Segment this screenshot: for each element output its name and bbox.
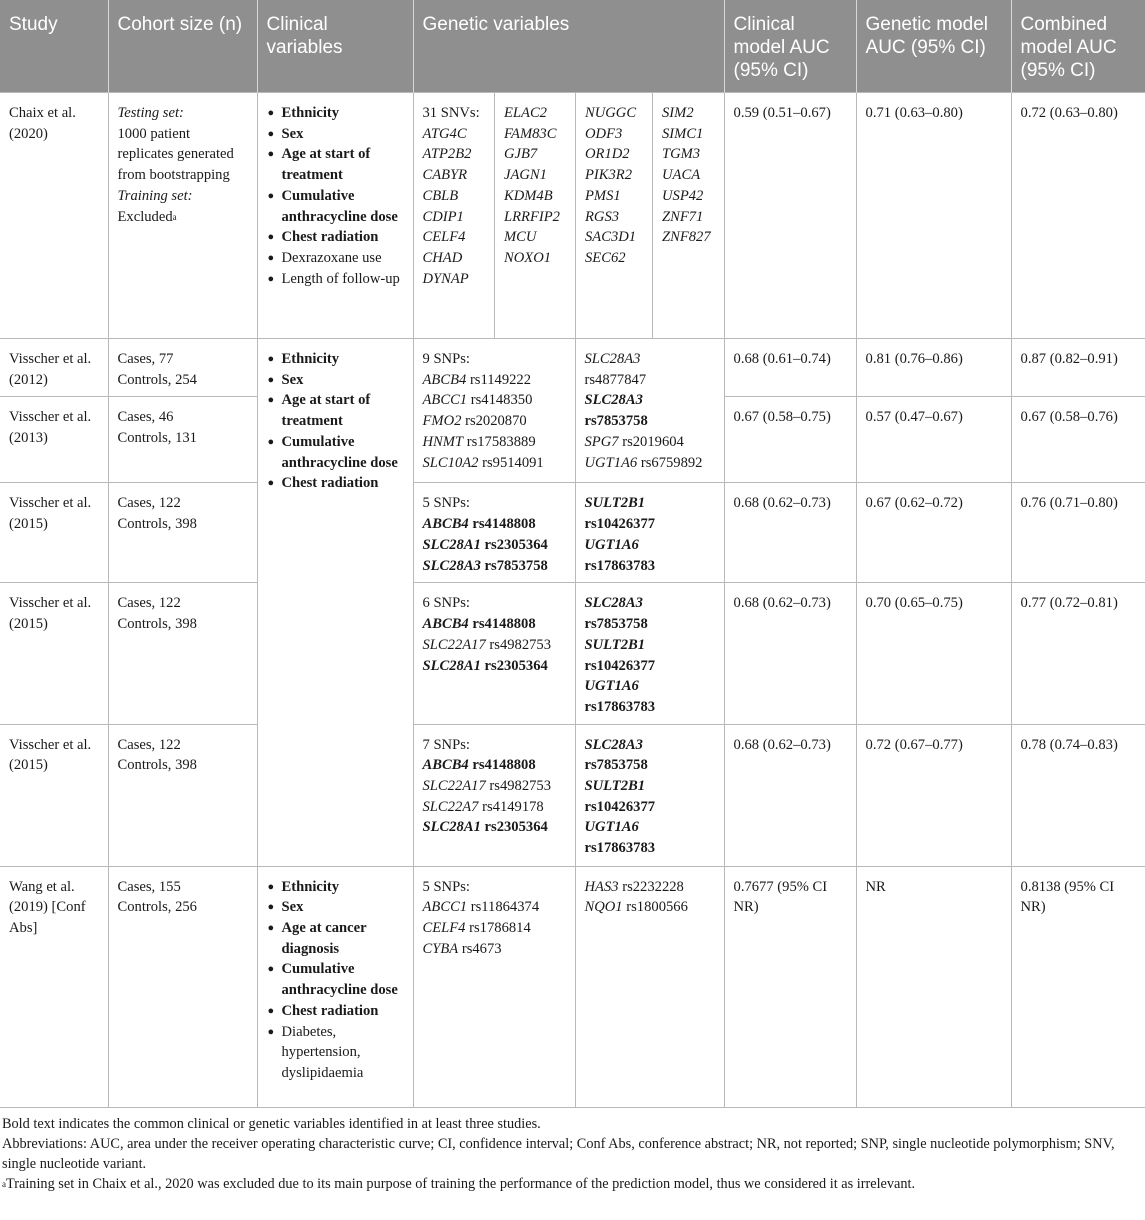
- rsid: rs4982753: [489, 778, 552, 795]
- combined-auc: 0.76 (0.71–0.80): [1011, 483, 1145, 583]
- gene: PIK3R2: [585, 167, 633, 184]
- genetic-right: [575, 866, 724, 1107]
- gene: SLC28A3: [584, 392, 643, 409]
- clinical-auc: 0.59 (0.51–0.67): [724, 93, 856, 339]
- gene: FAM83C: [504, 125, 557, 142]
- table-footnotes: [0, 1108, 1145, 1194]
- rsid: rs17863783: [584, 840, 656, 857]
- gene: SAC3D1: [585, 229, 637, 246]
- footnote-training: [2, 1174, 1143, 1194]
- gene: ODF3: [585, 125, 623, 142]
- gene: LRRFIP2: [504, 208, 560, 225]
- gene: HAS3: [584, 878, 619, 895]
- cohort-cell: [108, 866, 257, 1107]
- rsid: rs17863783: [584, 557, 656, 574]
- header-combined-auc: Combined model AUC (95% CI): [1011, 0, 1145, 93]
- combined-auc: 0.67 (0.58–0.76): [1011, 397, 1145, 483]
- study-cell: Visscher et al. (2015): [0, 724, 108, 866]
- genetic-auc: 0.72 (0.67–0.77): [856, 724, 1011, 866]
- rsid: rs4148350: [470, 392, 533, 409]
- gene: GJB7: [504, 146, 538, 163]
- rsid: rs4148808: [472, 516, 536, 533]
- rsid: rs2305364: [484, 657, 548, 674]
- rsid: rs17863783: [584, 698, 656, 715]
- rsid: rs7853758: [484, 557, 548, 574]
- controls: Controls, 398: [117, 757, 197, 774]
- cases: Cases, 122: [117, 736, 181, 753]
- testing-text: 1000 patient replicates generated from bootstrapping: [117, 125, 234, 184]
- snp-intro: 5 SNPs:: [422, 495, 470, 512]
- genetic-right: [575, 483, 724, 583]
- genetic-cell: [413, 93, 724, 339]
- rsid: rs7853758: [584, 413, 648, 430]
- rsid: rs4148808: [472, 757, 536, 774]
- gene: ZNF827: [662, 229, 711, 246]
- gene: SIMC1: [662, 125, 704, 142]
- clinical-auc: 0.67 (0.58–0.75): [724, 397, 856, 483]
- genetic-auc: 0.70 (0.65–0.75): [856, 583, 1011, 724]
- study-cell: Visscher et al. (2012): [0, 339, 108, 397]
- list-item: ● Sex: [267, 370, 404, 391]
- gene: CELF4: [422, 229, 466, 246]
- controls: Controls, 254: [117, 371, 197, 388]
- gene: SEC62: [585, 249, 626, 266]
- gene: SPG7: [584, 433, 619, 450]
- genetic-auc: 0.57 (0.47–0.67): [856, 397, 1011, 483]
- gene: CDIP1: [422, 208, 464, 225]
- gene-col-2: [495, 93, 576, 338]
- controls: Controls, 131: [117, 430, 197, 447]
- gene: OR1D2: [585, 146, 630, 163]
- gene: SLC28A1: [422, 536, 481, 553]
- gene: SLC22A17: [422, 636, 486, 653]
- rsid: rs2305364: [484, 819, 548, 836]
- clinical-auc: 0.68 (0.62–0.73): [724, 583, 856, 724]
- rsid: rs1149222: [469, 371, 532, 388]
- snp-intro: 9 SNPs:: [422, 351, 470, 367]
- cases: Cases, 155: [117, 878, 181, 895]
- clinical-cell: [257, 866, 413, 1107]
- rsid: rs1800566: [626, 899, 688, 916]
- rsid: rs4148808: [472, 616, 536, 633]
- gene: UGT1A6: [584, 678, 639, 695]
- gene: MCU: [504, 229, 537, 246]
- genetic-auc: 0.81 (0.76–0.86): [856, 339, 1011, 397]
- list-item: ● Age at start of treatment: [267, 144, 404, 185]
- genetic-left: [413, 583, 575, 724]
- gene: SLC28A3: [584, 351, 641, 367]
- study-cell: Visscher et al. (2015): [0, 583, 108, 724]
- rsid: rs2232228: [622, 878, 684, 895]
- list-item: ● Cumulative anthracycline dose: [267, 186, 404, 227]
- gene: SLC22A7: [422, 798, 479, 815]
- header-cohort: Cohort size (n): [108, 0, 257, 93]
- list-item: ● Dexrazoxane use: [267, 248, 404, 269]
- gene: USP42: [662, 187, 704, 204]
- gene: ABCC1: [422, 392, 468, 409]
- genetic-left: [413, 483, 575, 583]
- rsid: rs11864374: [470, 899, 540, 916]
- gene: ATP2B2: [422, 146, 472, 163]
- list-item: ● Sex: [267, 124, 404, 145]
- gene: NUGGC: [585, 105, 637, 121]
- rsid: rs2020870: [465, 413, 527, 430]
- gene: HNMT: [422, 433, 464, 450]
- gene: CABYR: [422, 167, 468, 184]
- gene: SLC28A3: [584, 736, 643, 753]
- header-clinical-auc: Clinical model AUC (95% CI): [724, 0, 856, 93]
- training-text: Excluded: [117, 208, 173, 225]
- list-item: ● Age at start of treatment: [267, 390, 404, 431]
- gene: CYBA: [422, 940, 459, 957]
- table-row: [0, 866, 1145, 1107]
- cases: Cases, 122: [117, 595, 181, 612]
- rsid: rs10426377: [584, 798, 656, 815]
- gene: NQO1: [584, 899, 623, 916]
- snp-intro: 7 SNPs:: [422, 736, 470, 753]
- rsid: rs10426377: [584, 516, 656, 533]
- genetic-left: [413, 866, 575, 1107]
- gene: JAGN1: [504, 167, 547, 184]
- list-item: ● Ethnicity: [267, 349, 404, 370]
- list-item: ● Cumulative anthracycline dose: [267, 959, 404, 1000]
- rsid: rs17583889: [466, 433, 536, 450]
- table-row: [0, 483, 1145, 583]
- controls: Controls, 398: [117, 616, 197, 633]
- gene: CBLB: [422, 187, 459, 204]
- rsid: rs4877847: [584, 371, 647, 388]
- clinical-auc: 0.68 (0.62–0.73): [724, 483, 856, 583]
- cohort-cell: [108, 93, 257, 339]
- gene: SIM2: [662, 105, 694, 121]
- rsid: rs7853758: [584, 757, 648, 774]
- gene: SLC10A2: [422, 454, 479, 471]
- genetic-right: [575, 339, 724, 483]
- genetic-left: [413, 724, 575, 866]
- gene: PMS1: [585, 187, 621, 204]
- study-cell: Visscher et al. (2013): [0, 397, 108, 483]
- clinical-cell: [257, 93, 413, 339]
- gene: SULT2B1: [584, 778, 646, 795]
- list-item: ● Ethnicity: [267, 103, 404, 124]
- gene-col-4: [653, 93, 725, 338]
- controls: Controls, 398: [117, 516, 197, 533]
- genetic-auc: NR: [856, 866, 1011, 1107]
- testing-label: Testing set:: [117, 105, 184, 121]
- gene: ABCB4: [422, 516, 469, 533]
- rsid: rs4149178: [482, 798, 544, 815]
- gene: ABCC1: [422, 899, 468, 916]
- list-item: ● Chest radiation: [267, 227, 404, 248]
- table-row: [0, 339, 1145, 397]
- cohort-cell: [108, 483, 257, 583]
- gene: UACA: [662, 167, 701, 184]
- rsid: rs6759892: [640, 454, 703, 471]
- header-genetic-auc: Genetic model AUC (95% CI): [856, 0, 1011, 93]
- list-item: ● Age at cancer diagnosis: [267, 918, 404, 959]
- gene: SULT2B1: [584, 495, 646, 512]
- gene: CELF4: [422, 920, 466, 937]
- table-row: [0, 583, 1145, 724]
- gene: SLC28A1: [422, 657, 481, 674]
- study-cell: Visscher et al. (2015): [0, 483, 108, 583]
- study-cell: Chaix et al. (2020): [0, 93, 108, 339]
- gene: RGS3: [585, 208, 620, 225]
- rsid: rs4982753: [489, 636, 552, 653]
- list-item: ● Sex: [267, 897, 404, 918]
- gene: ABCB4: [422, 371, 467, 388]
- training-sup: a: [172, 211, 177, 222]
- list-item: ● Ethnicity: [267, 877, 404, 898]
- footnote-sup: a: [2, 1178, 6, 1189]
- gene: UGT1A6: [584, 536, 639, 553]
- snv-intro: 31 SNVs:: [422, 105, 480, 121]
- rsid: rs9514091: [482, 454, 544, 471]
- rsid: rs7853758: [584, 616, 648, 633]
- table-row: [0, 724, 1145, 866]
- gene: FMO2: [422, 413, 462, 430]
- controls: Controls, 256: [117, 899, 197, 916]
- combined-auc: 0.8138 (95% CI NR): [1011, 866, 1145, 1107]
- header-row: [0, 0, 1145, 93]
- clinical-auc: 0.68 (0.62–0.73): [724, 724, 856, 866]
- header-study: Study: [0, 0, 108, 93]
- gene: DYNAP: [422, 270, 469, 287]
- gene: ABCB4: [422, 616, 469, 633]
- snp-intro: 5 SNPs:: [422, 878, 470, 895]
- list-item: ● Length of follow-up: [267, 269, 404, 290]
- cohort-cell: [108, 339, 257, 397]
- cohort-cell: [108, 724, 257, 866]
- genetic-left: [413, 339, 575, 483]
- clinical-auc: 0.7677 (95% CI NR): [724, 866, 856, 1107]
- gene-col-3: [576, 93, 653, 338]
- genetic-auc: 0.71 (0.63–0.80): [856, 93, 1011, 339]
- gene: SLC22A17: [422, 778, 486, 795]
- gene: ATG4C: [422, 125, 467, 142]
- gene: KDM4B: [504, 187, 553, 204]
- cohort-cell: [108, 583, 257, 724]
- combined-auc: 0.87 (0.82–0.91): [1011, 339, 1145, 397]
- gene: ZNF71: [662, 208, 704, 225]
- cases: Cases, 122: [117, 495, 181, 512]
- footnote-abbreviations: Abbreviations: AUC, area under the receiver operating characteristic curve; CI, confidence interval; Conf Abs, conference abstract; NR, not reported; SNP, single nucleotide polymorphism; SNV, single nucleotide variant.: [2, 1135, 1115, 1172]
- gene: UGT1A6: [584, 454, 638, 471]
- rsid: rs4673: [461, 940, 502, 957]
- rsid: rs2019604: [622, 433, 684, 450]
- genetic-right: [575, 724, 724, 866]
- cases: Cases, 46: [117, 409, 174, 426]
- study-cell: Wang et al. (2019) [Conf Abs]: [0, 866, 108, 1107]
- gene: ELAC2: [504, 105, 547, 121]
- gene: SLC28A3: [584, 595, 643, 612]
- gene: SLC28A3: [422, 557, 481, 574]
- gene: TGM3: [662, 146, 701, 163]
- cohort-cell: [108, 397, 257, 483]
- genetic-auc: 0.67 (0.62–0.72): [856, 483, 1011, 583]
- table-row: [0, 93, 1145, 339]
- training-label: Training set:: [117, 187, 193, 204]
- snp-intro: 6 SNPs:: [422, 595, 470, 612]
- combined-auc: 0.78 (0.74–0.83): [1011, 724, 1145, 866]
- gene: UGT1A6: [584, 819, 639, 836]
- rsid: rs1786814: [469, 920, 531, 937]
- combined-auc: 0.77 (0.72–0.81): [1011, 583, 1145, 724]
- header-clinical: Clinical variables: [257, 0, 413, 93]
- combined-auc: 0.72 (0.63–0.80): [1011, 93, 1145, 339]
- gene: CHAD: [422, 249, 463, 266]
- gene-col-1: [414, 93, 495, 338]
- list-item: ● Chest radiation: [267, 473, 404, 494]
- genetic-right: [575, 583, 724, 724]
- header-genetic: Genetic variables: [413, 0, 724, 93]
- gene: ABCB4: [422, 757, 469, 774]
- clinical-auc: 0.68 (0.61–0.74): [724, 339, 856, 397]
- list-item: ● Chest radiation: [267, 1001, 404, 1022]
- gene: NOXO1: [504, 249, 552, 266]
- list-item: ● Diabetes, hypertension, dyslipidaemia: [267, 1022, 404, 1084]
- footnote-training-text: Training set in Chaix et al., 2020 was excluded due to its main purpose of training the performance of the prediction model, thus we considered it as irrelevant.: [6, 1175, 916, 1192]
- cases: Cases, 77: [117, 351, 174, 367]
- gene: SLC28A1: [422, 819, 481, 836]
- list-item: ● Cumulative anthracycline dose: [267, 432, 404, 473]
- clinical-cell: [257, 339, 413, 867]
- gene: SULT2B1: [584, 636, 646, 653]
- footnote-bold: Bold text indicates the common clinical or genetic variables identified in at least three studies.: [2, 1115, 541, 1132]
- rsid: rs2305364: [484, 536, 548, 553]
- rsid: rs10426377: [584, 657, 656, 674]
